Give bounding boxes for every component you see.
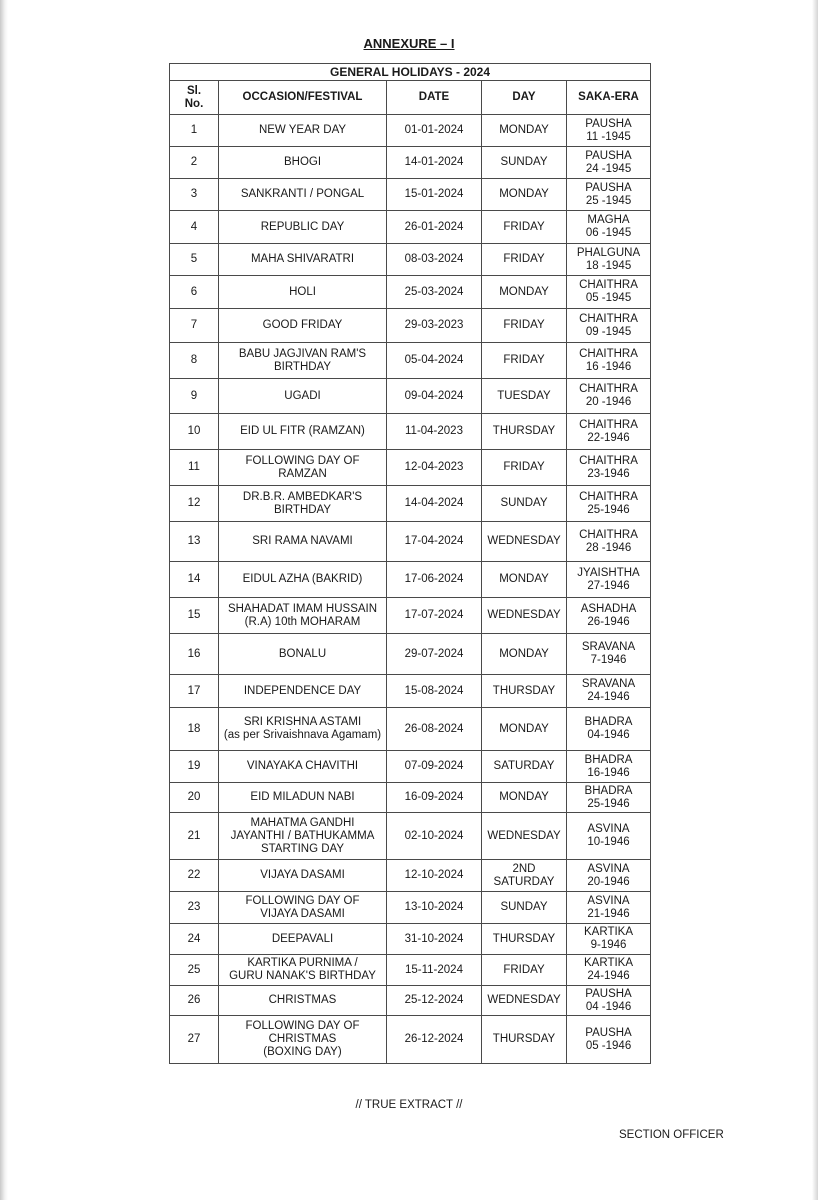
table-row <box>170 783 651 813</box>
cell-saka: CHAITHRA 16 -1946 <box>567 343 651 379</box>
header-sl-no: Sl. No. <box>170 81 219 115</box>
cell-saka: PAUSHA 25 -1945 <box>567 179 651 211</box>
header-saka-era: SAKA-ERA <box>567 81 651 115</box>
cell-day: FRIDAY <box>482 211 567 244</box>
cell-saka: SRAVANA 7-1946 <box>567 634 651 675</box>
cell-occasion: BABU JAGJIVAN RAM'S BIRTHDAY <box>219 343 387 379</box>
cell-day: THURSDAY <box>482 675 567 708</box>
table-row <box>170 955 651 986</box>
cell-occasion: MAHATMA GANDHI JAYANTHI / BATHUKAMMA STARTING DAY <box>219 813 387 860</box>
cell-date: 14-04-2024 <box>387 486 482 522</box>
cell-day: MONDAY <box>482 562 567 598</box>
cell-occasion: REPUBLIC DAY <box>219 211 387 244</box>
cell-sl: 18 <box>170 708 219 751</box>
cell-occasion: FOLLOWING DAY OF RAMZAN <box>219 450 387 486</box>
cell-occasion: NEW YEAR DAY <box>219 115 387 147</box>
cell-day: FRIDAY <box>482 343 567 379</box>
cell-saka: KARTIKA 9-1946 <box>567 924 651 955</box>
table-row <box>170 675 651 708</box>
page-edge-shadow-right <box>812 0 818 1200</box>
header-day: DAY <box>482 81 567 115</box>
table-row <box>170 486 651 522</box>
cell-sl: 20 <box>170 783 219 813</box>
cell-occasion: SRI KRISHNA ASTAMI (as per Srivaishnava Agamam) <box>219 708 387 751</box>
cell-occasion: GOOD FRIDAY <box>219 309 387 343</box>
cell-date: 15-08-2024 <box>387 675 482 708</box>
cell-sl: 17 <box>170 675 219 708</box>
table-row <box>170 598 651 634</box>
cell-day: TUESDAY <box>482 379 567 414</box>
cell-occasion: UGADI <box>219 379 387 414</box>
cell-occasion: EID UL FITR (RAMZAN) <box>219 414 387 450</box>
cell-date: 29-03-2023 <box>387 309 482 343</box>
cell-saka: PAUSHA 05 -1946 <box>567 1016 651 1064</box>
table-row <box>170 1016 651 1064</box>
cell-sl: 10 <box>170 414 219 450</box>
cell-day: MONDAY <box>482 708 567 751</box>
cell-date: 05-04-2024 <box>387 343 482 379</box>
table-row <box>170 276 651 309</box>
cell-saka: BHADRA 16-1946 <box>567 751 651 783</box>
cell-sl: 5 <box>170 244 219 276</box>
cell-day: FRIDAY <box>482 309 567 343</box>
cell-occasion: EID MILADUN NABI <box>219 783 387 813</box>
cell-day: 2ND SATURDAY <box>482 860 567 892</box>
cell-date: 26-08-2024 <box>387 708 482 751</box>
table-row <box>170 751 651 783</box>
cell-day: MONDAY <box>482 179 567 211</box>
cell-date: 26-12-2024 <box>387 1016 482 1064</box>
table-row <box>170 147 651 179</box>
cell-occasion: MAHA SHIVARATRI <box>219 244 387 276</box>
table-row <box>170 450 651 486</box>
cell-day: MONDAY <box>482 276 567 309</box>
cell-sl: 12 <box>170 486 219 522</box>
cell-saka: CHAITHRA 22-1946 <box>567 414 651 450</box>
cell-sl: 6 <box>170 276 219 309</box>
cell-sl: 24 <box>170 924 219 955</box>
cell-day: MONDAY <box>482 783 567 813</box>
cell-saka: ASVINA 21-1946 <box>567 892 651 924</box>
cell-occasion: HOLI <box>219 276 387 309</box>
cell-saka: CHAITHRA 20 -1946 <box>567 379 651 414</box>
cell-date: 13-10-2024 <box>387 892 482 924</box>
cell-day: SATURDAY <box>482 751 567 783</box>
table-row <box>170 379 651 414</box>
cell-saka: PHALGUNA 18 -1945 <box>567 244 651 276</box>
cell-date: 14-01-2024 <box>387 147 482 179</box>
cell-day: WEDNESDAY <box>482 986 567 1016</box>
table-row <box>170 924 651 955</box>
cell-saka: JYAISHTHA 27-1946 <box>567 562 651 598</box>
table-row <box>170 813 651 860</box>
cell-day: THURSDAY <box>482 924 567 955</box>
cell-occasion: CHRISTMAS <box>219 986 387 1016</box>
table-row <box>170 892 651 924</box>
cell-occasion: SRI RAMA NAVAMI <box>219 522 387 562</box>
cell-date: 26-01-2024 <box>387 211 482 244</box>
table-row <box>170 522 651 562</box>
cell-date: 07-09-2024 <box>387 751 482 783</box>
cell-occasion: KARTIKA PURNIMA / GURU NANAK'S BIRTHDAY <box>219 955 387 986</box>
cell-saka: ASVINA 10-1946 <box>567 813 651 860</box>
cell-sl: 14 <box>170 562 219 598</box>
cell-date: 15-11-2024 <box>387 955 482 986</box>
table-row <box>170 244 651 276</box>
cell-sl: 27 <box>170 1016 219 1064</box>
holidays-table-body <box>170 115 651 1064</box>
cell-saka: MAGHA 06 -1945 <box>567 211 651 244</box>
cell-occasion: EIDUL AZHA (BAKRID) <box>219 562 387 598</box>
cell-occasion: VINAYAKA CHAVITHI <box>219 751 387 783</box>
cell-day: SUNDAY <box>482 892 567 924</box>
cell-sl: 15 <box>170 598 219 634</box>
true-extract-note: // TRUE EXTRACT // <box>355 1099 463 1111</box>
annexure-title: ANNEXURE – I <box>363 36 455 51</box>
cell-sl: 11 <box>170 450 219 486</box>
cell-date: 17-07-2024 <box>387 598 482 634</box>
cell-day: SUNDAY <box>482 147 567 179</box>
cell-sl: 13 <box>170 522 219 562</box>
cell-day: WEDNESDAY <box>482 813 567 860</box>
table-row <box>170 115 651 147</box>
cell-date: 11-04-2023 <box>387 414 482 450</box>
table-row <box>170 860 651 892</box>
cell-saka: ASHADHA 26-1946 <box>567 598 651 634</box>
table-row <box>170 708 651 751</box>
cell-saka: PAUSHA 11 -1945 <box>567 115 651 147</box>
page-edge-shadow-left <box>0 0 8 1200</box>
table-row <box>170 634 651 675</box>
cell-date: 08-03-2024 <box>387 244 482 276</box>
cell-saka: CHAITHRA 09 -1945 <box>567 309 651 343</box>
cell-saka: PAUSHA 04 -1946 <box>567 986 651 1016</box>
table-row <box>170 562 651 598</box>
cell-day: FRIDAY <box>482 244 567 276</box>
cell-day: MONDAY <box>482 634 567 675</box>
cell-saka: CHAITHRA 05 -1945 <box>567 276 651 309</box>
cell-saka: BHADRA 25-1946 <box>567 783 651 813</box>
cell-day: SUNDAY <box>482 486 567 522</box>
cell-sl: 21 <box>170 813 219 860</box>
section-officer-signature: SECTION OFFICER <box>619 1129 724 1141</box>
cell-date: 12-04-2023 <box>387 450 482 486</box>
cell-sl: 8 <box>170 343 219 379</box>
cell-saka: KARTIKA 24-1946 <box>567 955 651 986</box>
cell-date: 16-09-2024 <box>387 783 482 813</box>
cell-date: 31-10-2024 <box>387 924 482 955</box>
cell-day: FRIDAY <box>482 450 567 486</box>
cell-sl: 23 <box>170 892 219 924</box>
cell-date: 01-01-2024 <box>387 115 482 147</box>
cell-sl: 4 <box>170 211 219 244</box>
cell-occasion: SHAHADAT IMAM HUSSAIN (R.A) 10th MOHARAM <box>219 598 387 634</box>
cell-date: 17-04-2024 <box>387 522 482 562</box>
cell-saka: SRAVANA 24-1946 <box>567 675 651 708</box>
holidays-table <box>169 63 651 1064</box>
cell-saka: BHADRA 04-1946 <box>567 708 651 751</box>
cell-date: 02-10-2024 <box>387 813 482 860</box>
cell-occasion: BHOGI <box>219 147 387 179</box>
cell-sl: 9 <box>170 379 219 414</box>
cell-day: MONDAY <box>482 115 567 147</box>
cell-occasion: FOLLOWING DAY OF VIJAYA DASAMI <box>219 892 387 924</box>
cell-day: THURSDAY <box>482 414 567 450</box>
cell-sl: 16 <box>170 634 219 675</box>
cell-sl: 26 <box>170 986 219 1016</box>
cell-saka: PAUSHA 24 -1945 <box>567 147 651 179</box>
table-row <box>170 986 651 1016</box>
cell-date: 17-06-2024 <box>387 562 482 598</box>
cell-date: 15-01-2024 <box>387 179 482 211</box>
table-caption: GENERAL HOLIDAYS - 2024 <box>170 64 651 81</box>
cell-sl: 25 <box>170 955 219 986</box>
cell-date: 12-10-2024 <box>387 860 482 892</box>
header-occasion: OCCASION/FESTIVAL <box>219 81 387 115</box>
cell-occasion: SANKRANTI / PONGAL <box>219 179 387 211</box>
cell-sl: 3 <box>170 179 219 211</box>
cell-saka: CHAITHRA 25-1946 <box>567 486 651 522</box>
cell-occasion: FOLLOWING DAY OF CHRISTMAS (BOXING DAY) <box>219 1016 387 1064</box>
cell-date: 25-03-2024 <box>387 276 482 309</box>
cell-sl: 7 <box>170 309 219 343</box>
cell-saka: CHAITHRA 23-1946 <box>567 450 651 486</box>
table-row <box>170 343 651 379</box>
cell-day: FRIDAY <box>482 955 567 986</box>
cell-occasion: DEEPAVALI <box>219 924 387 955</box>
cell-sl: 1 <box>170 115 219 147</box>
cell-occasion: INDEPENDENCE DAY <box>219 675 387 708</box>
cell-date: 09-04-2024 <box>387 379 482 414</box>
cell-sl: 2 <box>170 147 219 179</box>
table-row <box>170 414 651 450</box>
cell-date: 29-07-2024 <box>387 634 482 675</box>
cell-saka: CHAITHRA 28 -1946 <box>567 522 651 562</box>
cell-occasion: VIJAYA DASAMI <box>219 860 387 892</box>
cell-sl: 22 <box>170 860 219 892</box>
cell-day: WEDNESDAY <box>482 598 567 634</box>
cell-day: THURSDAY <box>482 1016 567 1064</box>
cell-day: WEDNESDAY <box>482 522 567 562</box>
table-row <box>170 309 651 343</box>
cell-saka: ASVINA 20-1946 <box>567 860 651 892</box>
cell-sl: 19 <box>170 751 219 783</box>
cell-date: 25-12-2024 <box>387 986 482 1016</box>
cell-occasion: DR.B.R. AMBEDKAR'S BIRTHDAY <box>219 486 387 522</box>
header-date: DATE <box>387 81 482 115</box>
table-row <box>170 179 651 211</box>
cell-occasion: BONALU <box>219 634 387 675</box>
table-row <box>170 211 651 244</box>
